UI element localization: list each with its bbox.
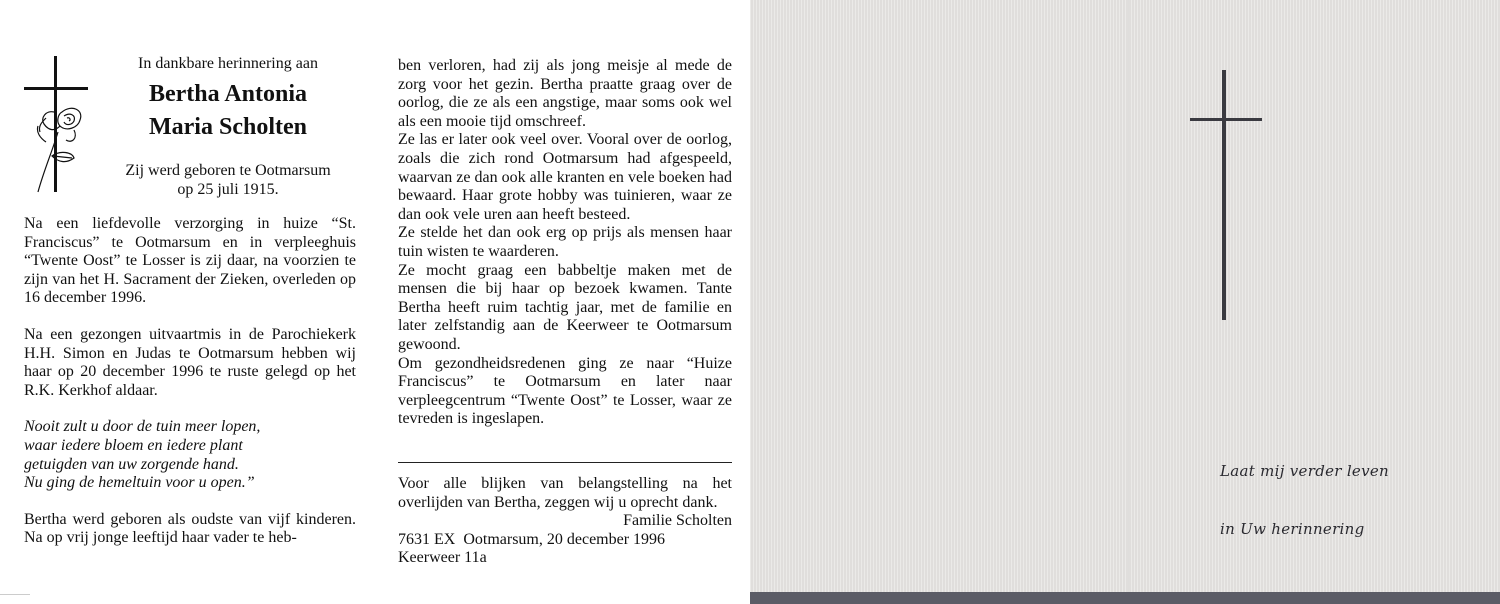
birth-info <box>98 162 358 199</box>
divider-line <box>398 462 732 463</box>
memorial-intro: In dankbare herinnering aan <box>138 55 318 72</box>
death-paragraph: Na een liefdevolle verzorging in huize “St. Franciscus” te Ootmarsum en in verpleeghuis “Twente Oost” te Losser is zij daar, na voorzien te zijn van het H. Sacrament der Zieken, overleden op 16 december 1996. <box>24 215 356 307</box>
biography-paragraph-3: Ze stelde het dan ook erg op prijs als mensen haar tuin wisten te waarderen. <box>398 224 732 260</box>
biography-paragraph-2: Ze las er later ook veel over. Vooral over de oorlog, zoals die zich rond Ootmarsum had afgespeeld, waarvan ze dan ook alle kranten en vele boeken had bewaard. Haar grote hobby was tuinieren, waar ze dan ook vele uren aan heeft besteed. <box>398 131 732 223</box>
cover-text-line2: in Uw herinnering <box>1220 520 1365 538</box>
address-line1: 7631 EX Ootmarsum, 20 december 1996 <box>398 530 666 548</box>
deceased-name-line1: Bertha Antonia <box>148 81 307 107</box>
biography-paragraph-5: Om gezondheidsredenen ging ze naar “Huize Franciscus” te Ootmarsum en later naar verpleegcentrum “Twente Oost” te Losser, waar ze tevreden is ingeslapen. <box>398 354 732 428</box>
edge-mark <box>0 594 30 595</box>
deceased-name-line2: Maria Scholten <box>149 114 307 140</box>
bottom-strip <box>750 592 1500 604</box>
biography-paragraph-4: Ze mocht graag een babbeltje maken met de mensen die bij haar op bezoek kwamen. Tante Bertha heeft ruim tachtig jaar, met de familie en later zelfstandig aan de Keerweer te Ootmarsum gewoond. <box>398 261 732 353</box>
family-signature: Familie Scholten <box>623 512 732 530</box>
address-line2: Keerweer 11a <box>398 549 487 567</box>
cover-fold-line <box>1128 0 1129 592</box>
poem-line: waar iedere bloem en iedere plant <box>24 436 243 454</box>
biography-paragraph-start: Bertha werd geboren als oudste van vijf kinderen. Na op vrij jonge leeftijd haar vader te heb- <box>24 510 356 547</box>
cross-with-rose-icon <box>20 52 94 194</box>
funeral-paragraph: Na een gezongen uitvaartmis in de Parochiekerk H.H. Simon en Judas te Ootmarsum hebben wij haar op 20 december 1996 te ruste gelegd op het R.K. Kerkhof aldaar. <box>24 325 356 399</box>
biography-paragraph-1: ben verloren, had zij als jong meisje al mede de zorg voor het gezin. Bertha praatte graag over de oorlog, die ze als een angstige, maar soms ook wel als een mooie tijd omschreef. <box>398 57 732 130</box>
thanks-text: Voor alle blijken van belangstelling na het overlijden van Bertha, zeggen wij u oprecht dank. <box>398 475 732 511</box>
birth-line1: Zij werd geboren te Ootmarsum <box>125 162 331 179</box>
thanks-section <box>398 475 732 568</box>
poem-line: Nu ging de hemeltuin voor u open.” <box>24 474 255 492</box>
left-column-text <box>24 215 356 548</box>
cover-text-line1: Laat mij verder leven <box>1220 462 1390 480</box>
poem-line: Nooit zult u door de tuin meer lopen, <box>24 418 261 436</box>
birth-line2: op 25 juli 1915. <box>177 180 279 198</box>
poem-line: getuigden van uw zorgende hand. <box>24 455 239 473</box>
poem <box>24 418 356 492</box>
memorial-card-cover <box>750 0 1500 592</box>
middle-column-text <box>398 57 732 429</box>
cross-icon <box>1188 70 1264 322</box>
deceased-name <box>108 78 348 144</box>
